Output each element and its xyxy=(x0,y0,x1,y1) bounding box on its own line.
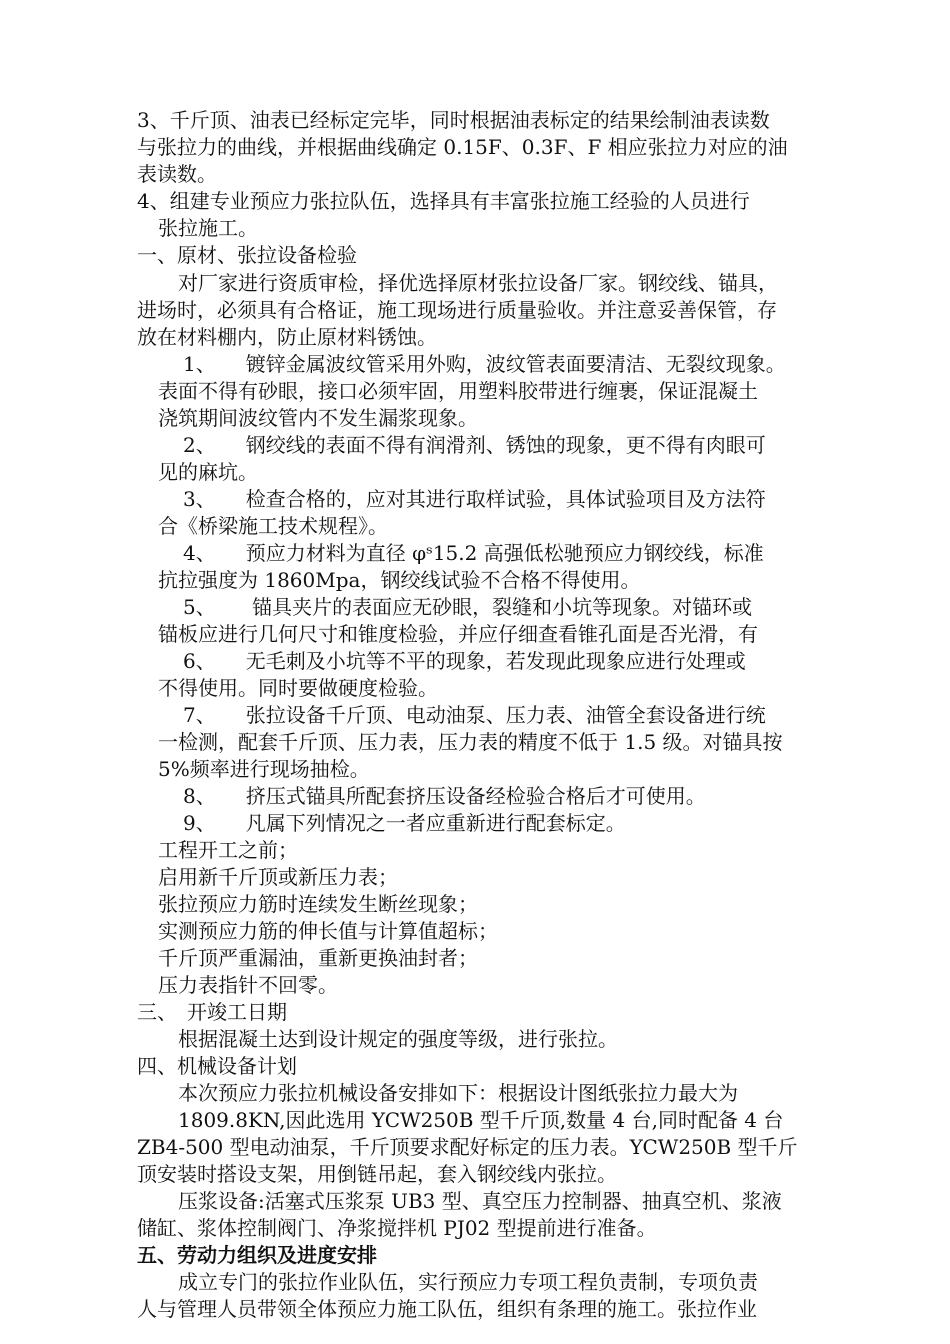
text-line: 3、千斤顶、油表已经标定完毕，同时根据油表标定的结果绘制油表读数 xyxy=(137,108,770,132)
text-line: 人与管理人员带领全体预应力施工队伍，组织有条理的施工。张拉作业 xyxy=(137,1297,757,1321)
text-line: 千斤顶严重漏油，重新更换油封者； xyxy=(158,946,478,970)
text-line: 放在材料棚内，防止原材料锈蚀。 xyxy=(137,325,437,349)
text-line: 顶安装时搭设支架，用倒链吊起，套入钢绞线内张拉。 xyxy=(137,1162,617,1186)
text-line: 压浆设备:活塞式压浆泵 UB3 型、真空压力控制器、抽真空机、浆液 xyxy=(178,1189,782,1213)
text-line: 浇筑期间波纹管内不发生漏浆现象。 xyxy=(158,406,478,430)
text-line: 一检测，配套千斤顶、压力表，压力表的精度不低于 1.5 级。对锚具按 xyxy=(158,730,783,754)
text-line: 3、 检查合格的，应对其进行取样试验，具体试验项目及方法符 xyxy=(183,487,766,511)
text-line: 张拉施工。 xyxy=(158,216,258,240)
text-line: 压力表指针不回零。 xyxy=(158,973,338,997)
text-line: 张拉预应力筋时连续发生断丝现象； xyxy=(158,892,478,916)
text-line: 6、 无毛刺及小坑等不平的现象，若发现此现象应进行处理或 xyxy=(183,649,746,673)
text-line: 表面不得有砂眼，接口必须牢固，用塑料胶带进行缠裹，保证混凝土 xyxy=(158,379,758,403)
text-line: 储缸、浆体控制阀门、净浆搅拌机 PJ02 型提前进行准备。 xyxy=(137,1216,657,1240)
text-line: 对厂家进行资质审检，择优选择原材张拉设备厂家。钢绞线、锚具， xyxy=(178,271,778,295)
text-line: 工程开工之前； xyxy=(158,838,298,862)
text-line: 见的麻坑。 xyxy=(158,460,258,484)
text-line: 实测预应力筋的伸长值与计算值超标； xyxy=(158,919,498,943)
text-line: 本次预应力张拉机械设备安排如下：根据设计图纸张拉力最大为 xyxy=(178,1081,738,1105)
text-line: 抗拉强度为 1860Mpa，钢绞线试验不合格不得使用。 xyxy=(158,568,641,592)
text-line: 与张拉力的曲线，并根据曲线确定 0.15F、0.3F、F 相应张拉力对应的油 xyxy=(137,135,788,159)
text-line: 合《桥梁施工技术规程》。 xyxy=(158,514,388,538)
text-line: 锚板应进行几何尺寸和锥度检验，并应仔细查看锥孔面是否光滑，有 xyxy=(158,622,758,646)
text-line: 2、 钢绞线的表面不得有润滑剂、锈蚀的现象，更不得有肉眼可 xyxy=(183,433,766,457)
text-line: 一、原材、张拉设备检验 xyxy=(137,243,357,267)
text-line: 三、 开竣工日期 xyxy=(137,1000,287,1024)
text-line: 8、 挤压式锚具所配套挤压设备经检验合格后才可使用。 xyxy=(183,784,706,808)
text-line: 四、机械设备计划 xyxy=(137,1054,297,1078)
text-line: 1809.8KN,因此选用 YCW250B 型千斤顶,数量 4 台,同时配备 4 台 xyxy=(178,1108,784,1132)
section-heading: 五、劳动力组织及进度安排 xyxy=(137,1243,377,1267)
text-line: 4、组建专业预应力张拉队伍，选择具有丰富张拉施工经验的人员进行 xyxy=(137,189,750,213)
text-line: 7、 张拉设备千斤顶、电动油泵、压力表、油管全套设备进行统 xyxy=(183,703,766,727)
text-line: 启用新千斤顶或新压力表； xyxy=(158,865,398,889)
text-line: ZB4-500 型电动油泵，千斤顶要求配好标定的压力表。YCW250B 型千斤 xyxy=(137,1135,798,1159)
text-line: 4、 预应力材料为直径 φˢ15.2 高强低松驰预应力钢绞线，标准 xyxy=(183,541,764,565)
text-line: 5%频率进行现场抽检。 xyxy=(158,757,370,781)
text-line: 1、 镀锌金属波纹管采用外购，波纹管表面要清洁、无裂纹现象。 xyxy=(183,352,786,376)
text-line: 9、 凡属下列情况之一者应重新进行配套标定。 xyxy=(183,811,626,835)
text-line: 5、 锚具夹片的表面应无砂眼，裂缝和小坑等现象。对锚环或 xyxy=(183,595,753,619)
text-line: 表读数。 xyxy=(137,162,217,186)
text-line: 进场时，必须具有合格证，施工现场进行质量验收。并注意妥善保管，存 xyxy=(137,298,777,322)
text-line: 成立专门的张拉作业队伍，实行预应力专项工程负责制，专项负责 xyxy=(178,1270,758,1294)
text-line: 根据混凝土达到设计规定的强度等级，进行张拉。 xyxy=(178,1027,618,1051)
text-line: 不得使用。同时要做硬度检验。 xyxy=(158,676,438,700)
